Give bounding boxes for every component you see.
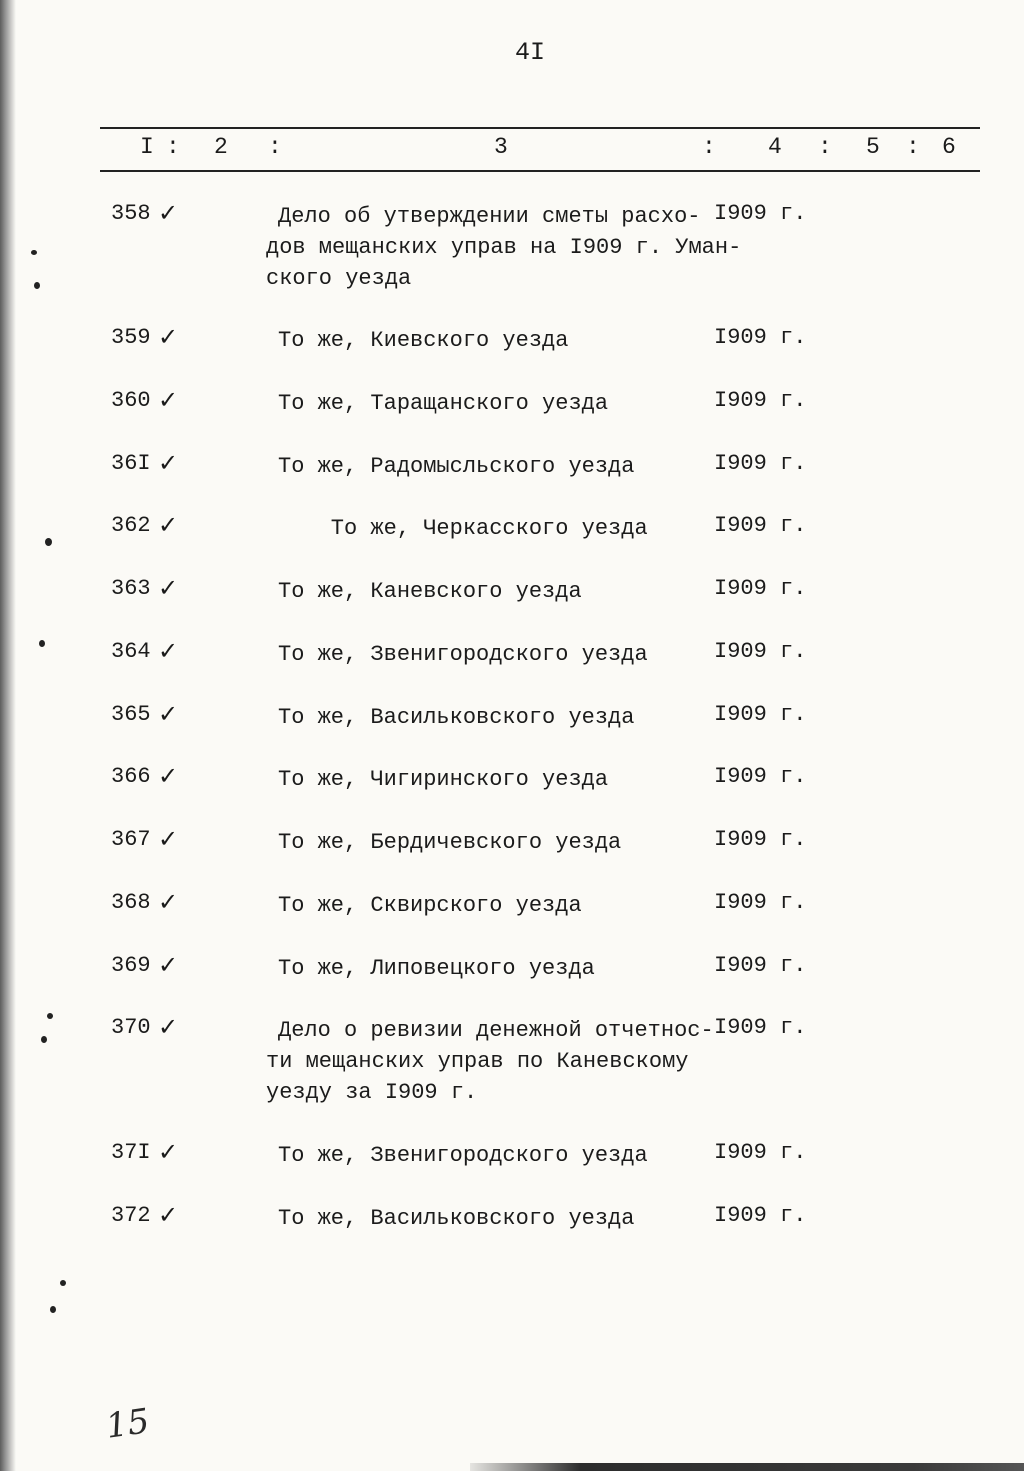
record-title-line: То же, Радомысльского уезда [278,454,635,479]
record-year: I909 г. [714,1203,807,1228]
record-number: 358 [111,201,151,226]
record-title-line: То же, Бердичевского уезда [278,830,622,855]
scan-speck [34,282,40,289]
record-title [266,702,716,733]
record-title [266,890,716,921]
record-title [266,639,716,670]
record-title [266,827,716,858]
record-year: I909 г. [714,513,807,538]
record-year: I909 г. [714,388,807,413]
scan-speck [60,1280,66,1286]
record-title-line: То же, Липовецкого уезда [278,956,595,981]
record-year: I909 г. [714,702,807,727]
check-mark-icon: ✓ [158,951,179,979]
check-mark-icon: ✓ [158,574,179,602]
column-separator: : [906,134,920,160]
check-mark-icon: ✓ [158,323,179,351]
scan-speck [50,1306,56,1313]
column-separator: : [818,134,832,160]
check-mark-icon: ✓ [158,888,179,916]
column-header-5: 5 [866,134,880,160]
scan-speck [47,1013,53,1019]
record-title [266,764,716,795]
record-title-line: дов мещанских управ на I909 г. Уман- [266,235,742,260]
column-header-row [100,134,980,164]
record-title [266,576,716,607]
record-year: I909 г. [714,325,807,350]
record-title [266,201,742,294]
record-title-line: То же, Таращанского уезда [278,391,609,416]
check-mark-icon: ✓ [158,1201,179,1229]
record-number: 367 [111,827,151,852]
check-mark-icon: ✓ [158,386,179,414]
check-mark-icon: ✓ [158,637,179,665]
table-header-rule [100,170,980,172]
record-title-line: То же, Черкасского уезда [278,516,648,541]
record-number: 37I [111,1140,151,1165]
record-title-line: То же, Васильковского уезда [278,1206,635,1231]
check-mark-icon: ✓ [158,511,179,539]
record-number: 368 [111,890,151,915]
column-separator: : [702,134,716,160]
record-title-line: То же, Сквирского уезда [278,893,582,918]
record-title-line: ского уезда [266,266,412,291]
column-header-6: 6 [942,134,956,160]
record-title [266,953,716,984]
check-mark-icon: ✓ [158,762,179,790]
record-title-line: уезду за I909 г. [266,1080,478,1105]
record-number: 364 [111,639,151,664]
column-separator: : [268,134,282,160]
check-mark-icon: ✓ [158,700,179,728]
handwritten-sheet-number: 15 [103,1401,152,1447]
record-year: I909 г. [714,1015,807,1040]
scan-speck [39,640,45,647]
record-number: 360 [111,388,151,413]
scan-speck [41,1036,47,1043]
record-year: I909 г. [714,953,807,978]
scan-speck [45,538,52,546]
record-number: 365 [111,702,151,727]
record-year: I909 г. [714,639,807,664]
record-title [266,1203,716,1234]
record-year: I909 г. [714,576,807,601]
record-title-line: ти мещанских управ по Каневскому [266,1049,689,1074]
record-title [266,1015,716,1108]
column-header-2: 2 [214,134,228,160]
record-title [266,325,716,356]
record-title-line: Дело о ревизии денежной отчетнос- [278,1018,714,1043]
page-number: 4I [514,38,545,67]
check-mark-icon: ✓ [158,449,179,477]
record-title-line: Дело об утверждении сметы расхо- [278,204,701,229]
record-title-line: То же, Киевского уезда [278,328,569,353]
record-title-line: То же, Васильковского уезда [278,705,635,730]
record-year: I909 г. [714,451,807,476]
record-title-line: То же, Звенигородского уезда [278,1143,648,1168]
record-title-line: То же, Чигиринского уезда [278,767,609,792]
scan-speck [31,250,37,255]
column-header-4: 4 [768,134,782,160]
record-year: I909 г. [714,890,807,915]
check-mark-icon: ✓ [158,825,179,853]
check-mark-icon: ✓ [158,1013,179,1041]
record-year: I909 г. [714,827,807,852]
column-header-3: 3 [494,134,508,160]
check-mark-icon: ✓ [158,199,179,227]
record-title [266,451,716,482]
column-separator: : [166,134,180,160]
record-year: I909 г. [714,764,807,789]
record-number: 36I [111,451,151,476]
record-number: 369 [111,953,151,978]
record-number: 372 [111,1203,151,1228]
column-header-1: I [140,134,154,160]
record-title [266,1140,716,1171]
record-year: I909 г. [714,201,807,226]
table-top-rule [100,127,980,129]
record-year: I909 г. [714,1140,807,1165]
record-number: 359 [111,325,151,350]
scan-bottom-smudge [470,1463,1024,1471]
scan-edge-shadow [0,0,16,1471]
record-number: 363 [111,576,151,601]
record-number: 362 [111,513,151,538]
record-title [266,513,716,544]
record-number: 366 [111,764,151,789]
check-mark-icon: ✓ [158,1138,179,1166]
record-number: 370 [111,1015,151,1040]
record-title-line: То же, Каневского уезда [278,579,582,604]
record-title-line: То же, Звенигородского уезда [278,642,648,667]
record-title [266,388,716,419]
